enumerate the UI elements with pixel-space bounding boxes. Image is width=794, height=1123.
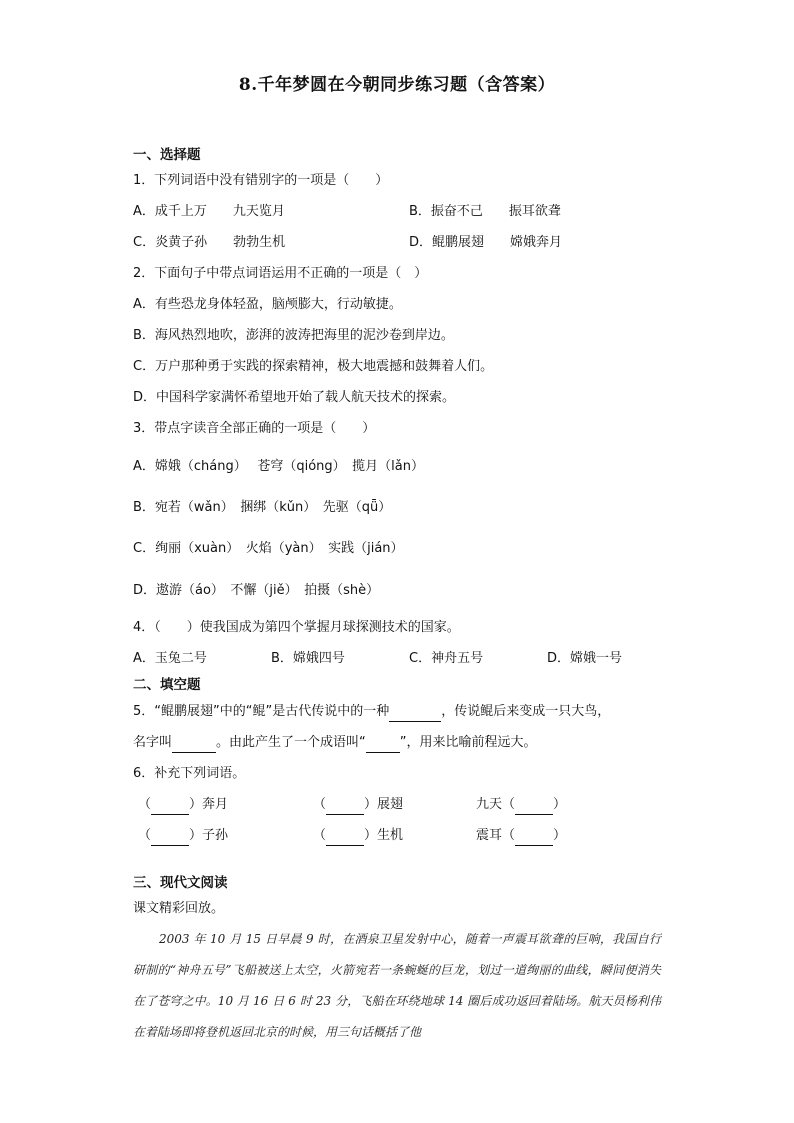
q6-word-6: 震耳 [476, 828, 503, 843]
q5-blank-3[interactable] [366, 734, 400, 753]
q1-option-a: A．成千上万 九天览月 [133, 204, 285, 219]
reading-passage [133, 924, 661, 1048]
q5-text-3: 名字叫 [133, 735, 173, 750]
q4-stem: 4．（ ）使我国成为第四个掌握月球探测技术的国家。 [133, 620, 460, 635]
q6-blank-4[interactable] [151, 827, 189, 846]
q1-option-c: C．炎黄子孙 勃勃生机 [133, 235, 286, 250]
q6-blank-5[interactable] [326, 827, 364, 846]
q2-option-c: C．万户那种勇于实践的探索精神，极大地震撼和鼓舞着人们。 [133, 359, 494, 374]
q2-option-d: D．中国科学家满怀希望地开始了载人航天技术的探索。 [133, 390, 456, 405]
q2-option-b: B．海风热烈地吹，澎湃的波涛把海里的泥沙卷到岸边。 [133, 328, 454, 343]
q5-blank-2[interactable] [172, 734, 216, 753]
q3-option-c: C．绚丽（xuàn） 火焰（yàn） 实践（jián） [133, 541, 404, 556]
q6-word-1: 奔月 [202, 797, 229, 812]
q2-stem: 2．下面句子中带点词语运用不正确的一项是（ ） [133, 266, 428, 281]
section-heading-reading: 三、现代文阅读 [133, 875, 228, 891]
q6-item-6: 震耳（ ） [476, 827, 566, 846]
q1-option-d: D．鲲鹏展翅 嫦娥奔月 [409, 235, 563, 250]
q5-line-1 [133, 703, 610, 722]
q5-text-2: ，传说鲲后来变成一只大鸟， [441, 704, 611, 719]
q4-option-d: D．嫦娥一号 [547, 651, 623, 666]
q6-blank-2[interactable] [326, 796, 364, 815]
q1-stem: 1．下列词语中没有错别字的一项是（ ） [133, 173, 389, 188]
q1-option-b: B．振奋不己 振耳欲聋 [409, 204, 561, 219]
q6-word-3: 九天 [476, 797, 503, 812]
section-heading-choice: 一、选择题 [133, 147, 201, 163]
passage-paragraph: 2003 年 10 月 15 日早晨 9 时，在酒泉卫星发射中心，随着一声震耳欲聋的巨响，我国自行研制的“神舟五号”飞船被送上太空，火箭宛若一条蜿蜒的巨龙，划过一道绚丽的曲线，瞬间便消失在了苍穹之中。10 月 16 日 6 时 23 分，飞船在环绕地球 14 圈后成功返回着陆场。航天员杨利伟在着陆场即将登机返回北京的时候，用三句话概括了他 [133, 932, 661, 1039]
q6-stem: 6．补充下列词语。 [133, 766, 246, 781]
q6-item-5: （ ）生机 [313, 827, 403, 846]
q6-blank-3[interactable] [515, 796, 553, 815]
q6-word-5: 生机 [377, 828, 404, 843]
q5-text-5: ”，用来比喻前程远大。 [399, 735, 537, 750]
section-heading-fill: 二、填空题 [133, 677, 201, 693]
q3-option-b: B．宛若（wǎn） 捆绑（kǔn） 先驱（qǖ） [133, 500, 392, 515]
q6-word-4: 子孙 [202, 828, 229, 843]
q3-stem: 3．带点字读音全部正确的一项是（ ） [133, 421, 376, 436]
q5-text-4: 。由此产生了一个成语叫“ [216, 735, 366, 750]
reading-intro: 课文精彩回放。 [133, 901, 225, 916]
q5-text-1: 5．“鲲鹏展翅”中的“鲲”是古代传说中的一种 [133, 704, 390, 719]
q6-blank-1[interactable] [151, 796, 189, 815]
q2-option-a: A．有些恐龙身体轻盈，脑颅膨大，行动敏捷。 [133, 297, 402, 312]
q4-option-c: C．神舟五号 [409, 651, 484, 666]
q4-option-a: A．玉兔二号 [133, 651, 207, 666]
q6-word-2: 展翅 [377, 797, 404, 812]
q6-blank-6[interactable] [515, 827, 553, 846]
q3-option-d: D．遨游（áo） 不懈（jiě） 拍摄（shè） [133, 583, 380, 598]
q6-item-4: （ ）子孙 [138, 827, 228, 846]
q6-item-3: 九天（ ） [476, 796, 566, 815]
q6-item-2: （ ）展翅 [313, 796, 403, 815]
q5-line-2 [133, 734, 537, 753]
q5-blank-1[interactable] [389, 703, 441, 722]
q6-item-1: （ ）奔月 [138, 796, 228, 815]
q3-option-a: A．嫦娥（cháng） 苍穹（qióng） 揽月（lǎn） [133, 459, 424, 474]
page-title: 8.千年梦圆在今朝同步练习题（含答案） [238, 75, 556, 95]
q4-option-b: B．嫦娥四号 [271, 651, 345, 666]
